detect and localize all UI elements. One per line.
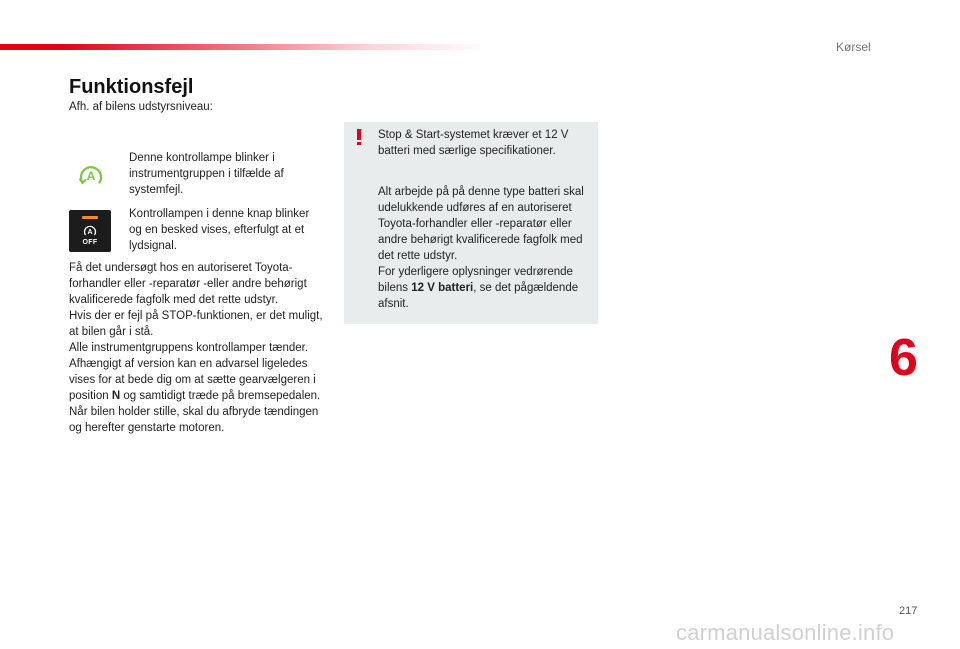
body-paragraph-2: Hvis der er fejl på STOP-funktionen, er det muligt, at bilen går i stå. xyxy=(69,310,323,338)
watermark: carmanualsonline.info xyxy=(676,620,895,645)
button-indicator-light xyxy=(82,216,98,219)
body-text xyxy=(69,260,327,436)
page-number: 217 xyxy=(899,605,918,617)
header-accent-bar xyxy=(0,44,490,50)
svg-text:A: A xyxy=(86,169,96,183)
auto-stop-off-button-image xyxy=(69,210,111,252)
warning-paragraph-2: Alt arbejde på på denne type batteri skal udelukkende udføres af en autoriseret Toyota-forhandler eller -reparatør eller andre behørigt kvalificerede fagfolk med det rette udstyr. xyxy=(378,186,584,262)
section-label: Kørsel xyxy=(836,40,871,54)
warning-paragraph-1: Stop & Start-systemet kræver et 12 V batteri med særlige specifikationer. xyxy=(378,129,569,157)
body-paragraph-1: Få det undersøgt hos en autoriseret Toyota-forhandler eller -reparatør -eller andre behørigt kvalificerede fagfolk med det rette udstyr. xyxy=(69,262,307,306)
intro-text: Afh. af bilens udstyrsniveau: xyxy=(69,101,213,113)
battery-term: 12 V batteri xyxy=(411,282,474,294)
page-title: Funktionsfejl xyxy=(69,76,194,98)
auto-stop-lamp-icon xyxy=(78,162,104,188)
warning-paragraph-3: For yderligere oplysninger vedrørende bilens 12 V batteri, se det pågældende afsnit. xyxy=(378,266,579,310)
warning-exclamation-icon xyxy=(357,129,361,145)
body-paragraph-5: Når bilen holder stille, skal du afbryde tændingen og herefter genstarte motoren. xyxy=(69,406,319,434)
button-description: Kontrollampen i denne knap blinker og en besked vises, efterfulgt at et lydsignal. xyxy=(129,208,310,252)
gear-position-n: N xyxy=(111,390,121,402)
lamp-description: Denne kontrollampe blinker i instrumentgruppen i tilfælde af systemfejl. xyxy=(129,152,284,196)
warning-text xyxy=(378,127,593,312)
svg-text:A: A xyxy=(87,229,93,236)
chapter-number: 6 xyxy=(889,329,918,387)
off-label: OFF xyxy=(82,239,98,246)
auto-stop-off-icon xyxy=(83,224,97,238)
body-paragraph-4: Afhængigt af version kan en advarsel ligeledes vises for at bede dig om at sætte gearvælgeren i position N og samtidigt træde på bremsepedalen. xyxy=(69,358,321,402)
body-paragraph-3: Alle instrumentgruppens kontrollamper tænder. xyxy=(69,342,309,354)
